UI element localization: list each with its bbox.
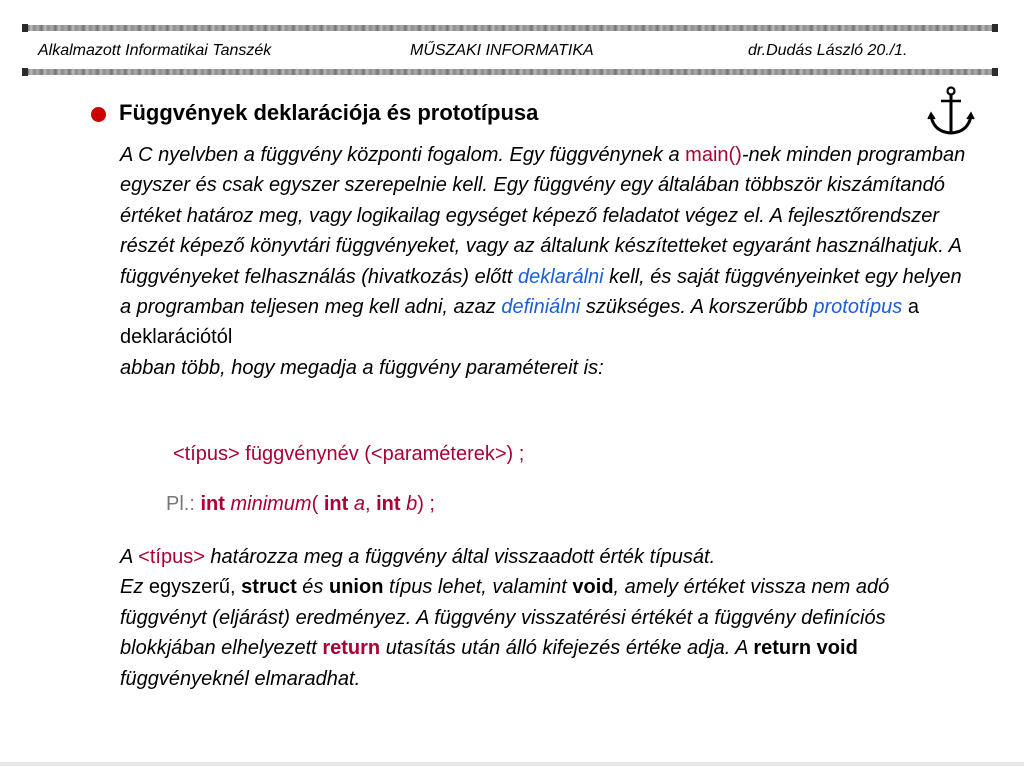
header-stripe-cap-left-bottom xyxy=(22,68,28,76)
term-definialni: definiálni xyxy=(501,296,581,319)
bullet-dot-icon xyxy=(91,107,106,122)
header-bottom-stripe xyxy=(28,69,998,75)
section-heading: Függvények deklarációja és prototípusa xyxy=(119,100,539,125)
keyword-void: void xyxy=(572,576,614,599)
header-author-page: dr.Dudás László 20./1. xyxy=(748,42,908,59)
keyword-struct: struct xyxy=(241,576,297,599)
anchor-icon xyxy=(926,86,976,138)
bottom-rule xyxy=(0,762,1024,766)
syntax-line: <típus> függvénynév (<paraméterek>) ; xyxy=(173,443,525,465)
header-department: Alkalmazott Informatikai Tanszék xyxy=(38,42,272,59)
term-prototipus: prototípus xyxy=(813,296,903,319)
keyword-union: union xyxy=(329,576,384,599)
example-line: Pl.: int minimum( int a, int b) ; xyxy=(166,493,435,515)
header-course: MŰSZAKI INFORMATIKA xyxy=(410,42,594,59)
return-type-paragraph: A <típus> határozza meg a függvény által visszaadott érték típusát. Ez egyszerű, struct és union típus lehet, valamint void, amely értéket vissza nem adó függvényt (eljárást) eredményez. A függvény visszatérési értékét a függvény definíciós blokkjában elhelyezett return utasítás után álló kifejezés értéke adja. A return void függvényeknél elmaradhat. xyxy=(120,546,890,690)
term-tipus: <típus> xyxy=(138,546,205,568)
term-deklaralni: deklarálni xyxy=(518,265,604,288)
example-prefix: Pl.: xyxy=(166,493,195,515)
term-main: main() xyxy=(685,144,742,166)
slide-header xyxy=(28,31,998,69)
keyword-return: return xyxy=(322,637,381,660)
keyword-return-void: return void xyxy=(753,637,858,660)
header-stripe-cap-right-bottom xyxy=(992,68,998,76)
intro-paragraph: A C nyelvben a függvény központi fogalom. Egy függvénynek a main()-nek minden programban egyszer és csak egyszer szerepelnie kell. Egy függvény egy általában többször kiszámítandó értéket határoz meg, vagy logikailag egységet képező feladatot végez el. A fejlesztőrendszer részét képező könyvtári függvényeket, vagy az általunk készítetteket egyaránt használhatjuk. A függvényeket felhasználás (hivatkozás) előtt deklarálni kell, és saját függvényeinket egy helyen a programban teljesen meg kell adni, azaz definiálni szükséges. A korszerűbb prototípus a deklarációtól abban több, hogy megadja a függvény paramétereit is: xyxy=(120,144,966,379)
